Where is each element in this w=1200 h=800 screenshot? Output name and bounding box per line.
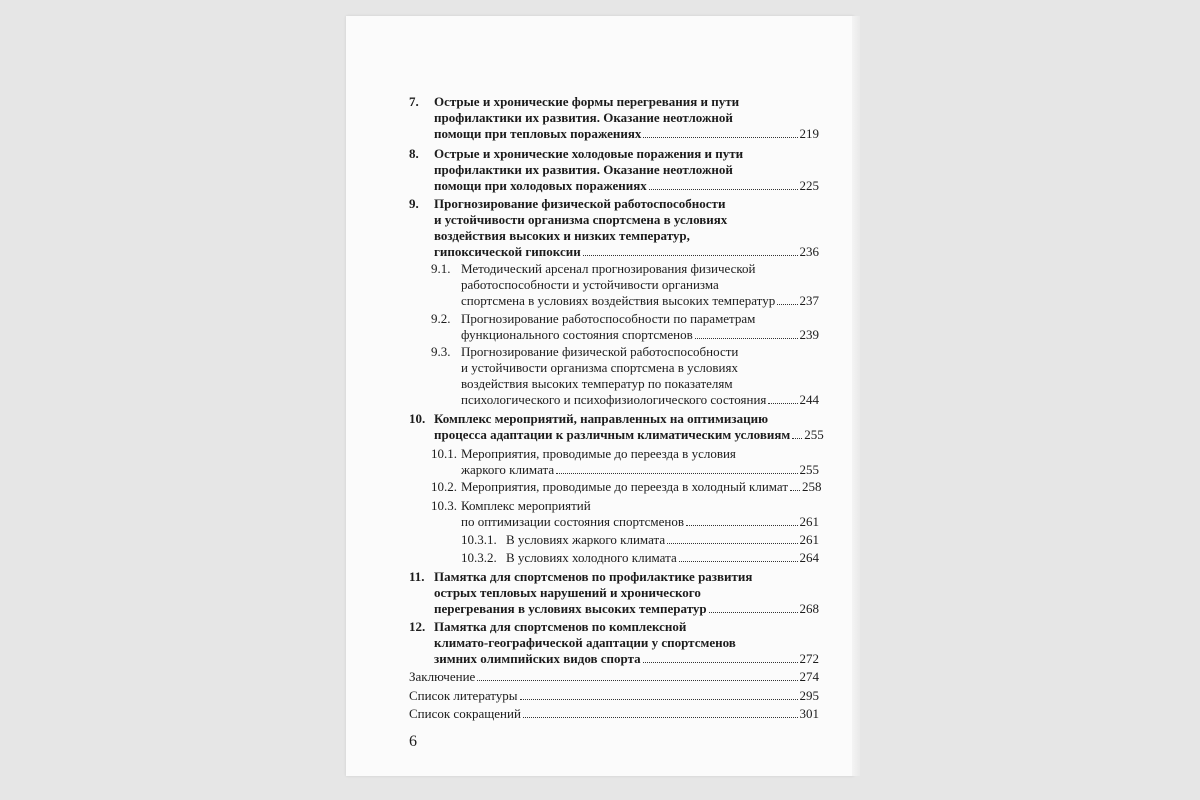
dot-leader (777, 293, 797, 305)
dot-leader (583, 244, 798, 256)
page-edge (852, 16, 860, 776)
toc-line: и устойчивости организма спортсмена в условиях (461, 360, 738, 375)
dot-leader (649, 178, 798, 190)
toc-number: 9. (409, 196, 419, 211)
dot-leader (477, 669, 797, 681)
toc-entry-10-3 (431, 498, 819, 530)
toc-page: 219 (799, 126, 819, 141)
dot-leader (792, 427, 802, 439)
toc-line: профилактики их развития. Оказание неотложной (434, 162, 733, 177)
toc-line: воздействия высоких температур по показателям (461, 376, 733, 391)
toc-entry-10-1 (431, 446, 819, 478)
toc-number: 10.2. (431, 479, 457, 494)
page-number: 6 (409, 733, 417, 750)
toc-entry-10-2 (431, 479, 822, 495)
toc-number: 9.2. (431, 311, 451, 326)
toc-entry-12 (409, 619, 819, 667)
dot-leader (790, 479, 800, 491)
toc-entry-references (409, 688, 819, 704)
toc-page: 274 (799, 669, 819, 684)
toc-line: Памятка для спортсменов по профилактике развития (434, 569, 753, 584)
toc-line: острых тепловых нарушений и хронического (434, 585, 701, 600)
toc-line: процесса адаптации к различным климатическим условиям (434, 427, 791, 442)
toc-number: 10. (409, 411, 426, 426)
toc-page: 255 (799, 462, 819, 477)
toc-line: Список литературы (409, 688, 518, 703)
toc-line: Памятка для спортсменов по комплексной (434, 619, 687, 634)
toc-line: по оптимизации состояния спортсменов (461, 514, 685, 529)
book-page (346, 16, 854, 776)
toc-entry-9-1 (431, 261, 819, 309)
toc-number: 7. (409, 94, 419, 109)
dot-leader (686, 514, 797, 526)
toc-entry-abbreviations (409, 706, 819, 722)
toc-line: В условиях холодного климата (506, 550, 677, 565)
dot-leader (709, 601, 798, 613)
toc-entry-8 (409, 146, 819, 194)
toc-page: 295 (799, 688, 819, 703)
toc-line: помощи при тепловых поражениях (434, 126, 642, 141)
toc-page: 244 (799, 392, 819, 407)
toc-page: 255 (804, 427, 824, 442)
toc-entry-7 (409, 94, 819, 142)
toc-page: 237 (799, 293, 819, 308)
toc-line: Мероприятия, проводимые до переезда в условия (461, 446, 736, 461)
toc-number: 9.3. (431, 344, 451, 359)
toc-number: 10.3.1. (461, 532, 497, 547)
toc-line: Прогнозирование физической работоспособности (434, 196, 726, 211)
toc-page: 258 (802, 479, 822, 494)
toc-line: Список сокращений (409, 706, 521, 721)
toc-line: жаркого климата (461, 462, 555, 477)
toc-line: перегревания в условиях высоких температур (434, 601, 707, 616)
toc-number: 10.3. (431, 498, 457, 513)
dot-leader (679, 550, 798, 562)
toc-entry-10-3-2 (461, 550, 819, 566)
toc-page: 261 (799, 514, 819, 529)
toc-entry-9 (409, 196, 819, 260)
dot-leader (520, 688, 798, 700)
toc-page: 264 (799, 550, 819, 565)
toc-number: 10.3.2. (461, 550, 497, 565)
toc-line: Мероприятия, проводимые до переезда в холодный климат (461, 479, 789, 494)
toc-line: работоспособности и устойчивости организма (461, 277, 719, 292)
dot-leader (643, 126, 797, 138)
toc-line: помощи при холодовых поражениях (434, 178, 647, 193)
toc-page: 301 (799, 706, 819, 721)
toc-page: 225 (799, 178, 819, 193)
dot-leader (667, 532, 797, 544)
toc-page: 236 (799, 244, 819, 259)
toc-line: спортсмена в условиях воздействия высоких температур (461, 293, 776, 308)
toc-number: 11. (409, 569, 425, 584)
toc-entry-10 (409, 411, 824, 443)
toc-line: Прогнозирование физической работоспособности (461, 344, 739, 359)
toc-line: Заключение (409, 669, 476, 684)
toc-entry-11 (409, 569, 819, 617)
toc-line: Острые и хронические холодовые поражения и пути (434, 146, 744, 161)
toc-number: 8. (409, 146, 419, 161)
toc-page: 261 (799, 532, 819, 547)
toc-line: и устойчивости организма спортсмена в условиях (434, 212, 728, 227)
toc-line: гипоксической гипоксии (434, 244, 581, 259)
toc-line: Методический арсенал прогнозирования физической (461, 261, 756, 276)
toc-line: зимних олимпийских видов спорта (434, 651, 641, 666)
toc-entry-9-2 (431, 311, 819, 343)
toc-number: 12. (409, 619, 426, 634)
toc-line: психологического и психофизиологического состояния (461, 392, 767, 407)
toc-line: воздействия высоких и низких температур, (434, 228, 690, 243)
dot-leader (768, 392, 797, 404)
toc-number: 9.1. (431, 261, 451, 276)
toc-line: климато-географической адаптации у спортсменов (434, 635, 736, 650)
toc-entry-10-3-1 (461, 532, 819, 548)
toc-page: 239 (799, 327, 819, 342)
dot-leader (556, 462, 797, 474)
dot-leader (523, 706, 798, 718)
toc-entry-9-3 (431, 344, 819, 408)
toc-page: 272 (799, 651, 819, 666)
toc-entry-conclusion (409, 669, 819, 685)
dot-leader (643, 651, 798, 663)
toc-number: 10.1. (431, 446, 457, 461)
toc-line: функционального состояния спортсменов (461, 327, 693, 342)
toc-line: Прогнозирование работоспособности по параметрам (461, 311, 756, 326)
toc-line: Острые и хронические формы перегревания и пути (434, 94, 740, 109)
toc-page: 268 (799, 601, 819, 616)
toc-line: Комплекс мероприятий, направленных на оптимизацию (434, 411, 769, 426)
toc-line: Комплекс мероприятий (461, 498, 591, 513)
dot-leader (695, 327, 798, 339)
toc-line: В условиях жаркого климата (506, 532, 666, 547)
toc-line: профилактики их развития. Оказание неотложной (434, 110, 733, 125)
